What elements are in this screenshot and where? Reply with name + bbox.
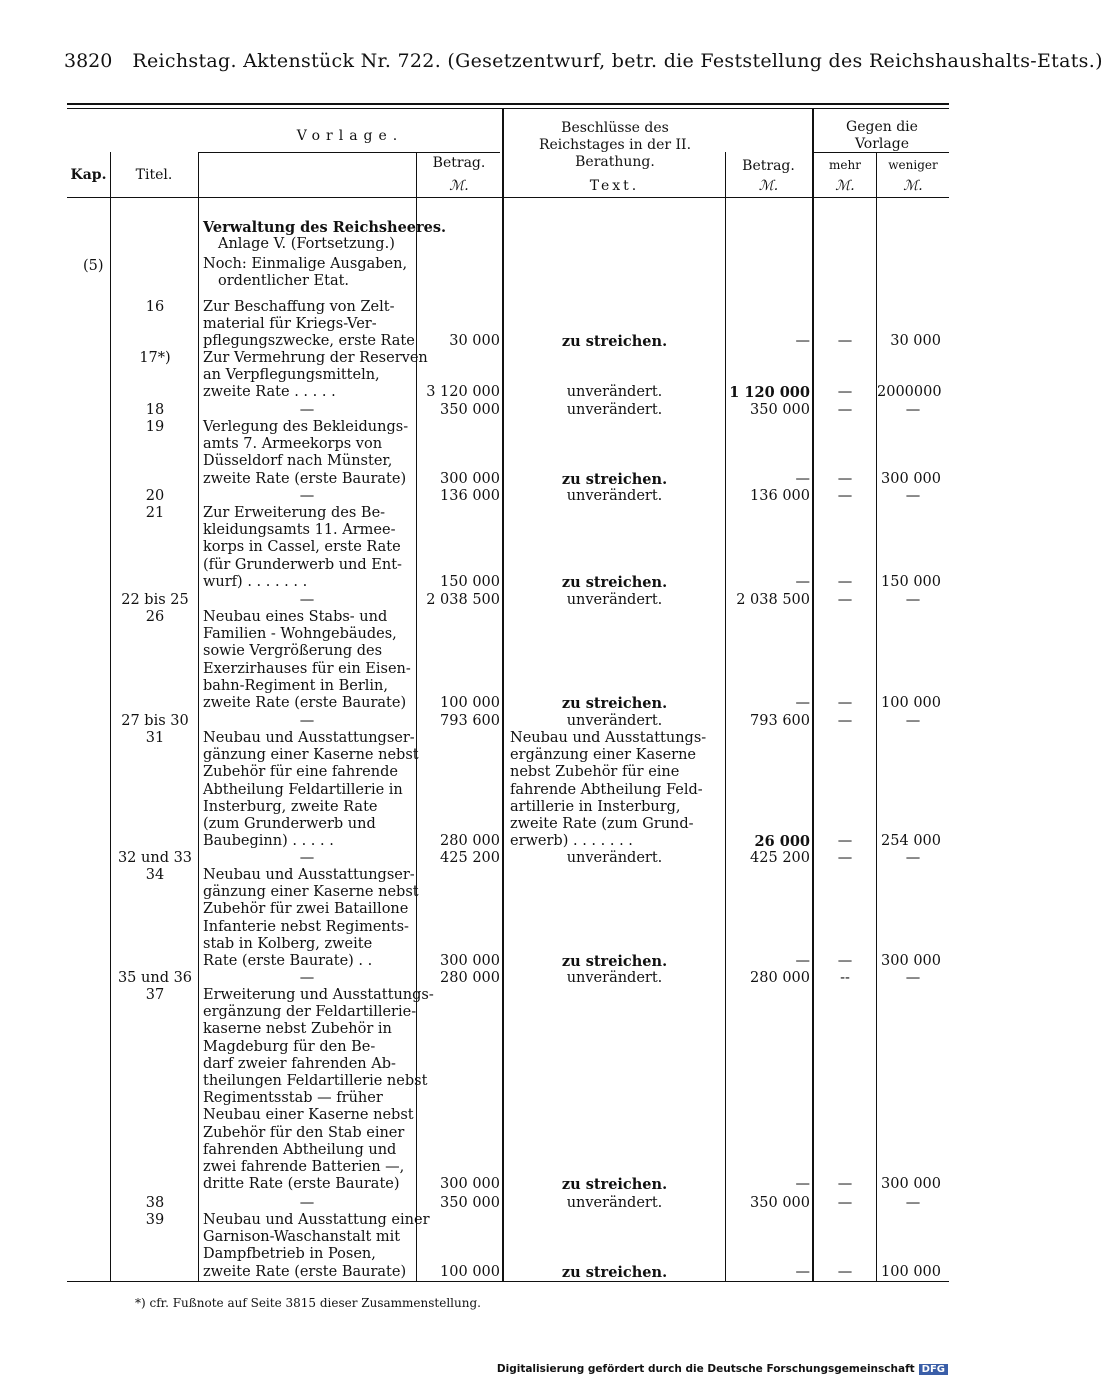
- row-weniger: 300 000: [881, 953, 941, 969]
- row-betrag2: —: [795, 1176, 810, 1193]
- row-text-line: Dampfbetrieb in Posen,: [203, 1246, 376, 1263]
- row-text-line: Zubehör für den Stab einer: [203, 1124, 405, 1141]
- row-weniger: 30 000: [890, 333, 941, 350]
- row-text-line: Zur Vermehrung der Reserven: [203, 350, 428, 366]
- section-kap: (5): [83, 258, 104, 274]
- row-text-line: Zur Beschaffung von Zelt-: [203, 299, 395, 315]
- row-betrag: 300 000: [440, 470, 500, 487]
- row-text-line: Neubau und Ausstattungser-: [203, 730, 415, 746]
- row-mehr: —: [837, 850, 853, 866]
- row-resolution-line: erwerb) . . . . . . .: [510, 833, 633, 850]
- row-titel: 21: [145, 505, 165, 521]
- top-rule-thin: [67, 108, 949, 109]
- row-text-line: bahn-Regiment in Berlin,: [203, 677, 389, 694]
- row-betrag2: 350 000: [750, 1195, 810, 1211]
- row-betrag: 300 000: [440, 1176, 500, 1193]
- row-text-line: amts 7. Armeekorps von: [203, 436, 383, 453]
- row-titel: 39: [145, 1212, 165, 1228]
- row-weniger: —: [905, 970, 921, 986]
- row-text-line: —: [299, 850, 315, 866]
- credit-text: Digitalisierung gefördert durch die Deutsche Forschungsgemeinschaft: [496, 1363, 915, 1375]
- row-text-line: an Verpflegungsmitteln,: [203, 367, 380, 384]
- row-text-line: Rate (erste Baurate) . .: [203, 953, 373, 969]
- betrag2-unit: ℳ.: [758, 178, 779, 194]
- row-mehr: —: [837, 384, 853, 401]
- mehr-header: mehr: [829, 158, 861, 172]
- row-text-line: —: [299, 402, 315, 418]
- row-resolution-line: ergänzung einer Kaserne: [510, 747, 697, 764]
- row-text-line: zweite Rate (erste Baurate): [203, 470, 407, 487]
- row-text-line: fahrenden Abtheilung und: [203, 1141, 397, 1158]
- weniger-header: weniger: [888, 158, 938, 172]
- row-text-line: sowie Vergrößerung des: [203, 643, 383, 660]
- row-mehr: —: [837, 1176, 853, 1193]
- row-text-line: Infanterie nebst Regiments-: [203, 918, 409, 935]
- row-text-line: Insterburg, zweite Rate: [203, 798, 378, 815]
- titel-header: Titel.: [135, 167, 173, 183]
- row-titel: 18: [145, 402, 165, 418]
- row-weniger: —: [905, 488, 921, 504]
- row-mehr: —: [837, 592, 853, 608]
- header-sub-rule: [198, 152, 500, 153]
- row-text-line: dritte Rate (erste Baurate): [203, 1176, 400, 1193]
- row-mehr: —: [837, 488, 853, 504]
- row-weniger: 300 000: [881, 1176, 941, 1193]
- row-resolution-line: fahrende Abtheilung Feld-: [510, 781, 703, 798]
- row-betrag: 793 600: [440, 713, 500, 729]
- row-text-line: —: [299, 713, 315, 729]
- row-text-line: Regimentsstab — früher: [203, 1090, 383, 1107]
- row-resolution: unverändert.: [566, 402, 663, 418]
- top-rule: [67, 103, 949, 105]
- kap-header: Kap.: [70, 167, 107, 183]
- row-betrag: 2 038 500: [426, 592, 500, 608]
- row-betrag: 3 120 000: [426, 384, 500, 401]
- row-text-line: (für Grunderwerb und Ent-: [203, 556, 402, 573]
- row-betrag2: 1 120 000: [729, 384, 810, 402]
- row-text-line: zweite Rate (erste Baurate): [203, 695, 407, 711]
- row-resolution: zu streichen.: [561, 333, 668, 351]
- row-betrag2: —: [795, 695, 810, 711]
- row-mehr: —: [837, 695, 853, 711]
- row-weniger: —: [905, 850, 921, 866]
- row-titel: 38: [145, 1195, 165, 1211]
- row-text-line: Düsseldorf nach Münster,: [203, 453, 393, 470]
- row-titel: 26: [145, 609, 165, 625]
- row-text-line: Zur Erweiterung des Be-: [203, 505, 386, 521]
- row-titel: 37: [145, 987, 165, 1003]
- row-resolution-line: Neubau und Ausstattungs-: [510, 730, 707, 746]
- row-text-line: gänzung einer Kaserne nebst: [203, 747, 419, 764]
- row-text-line: Zubehör für zwei Bataillone: [203, 901, 409, 918]
- row-resolution: unverändert.: [566, 488, 663, 504]
- mehr-unit: ℳ.: [835, 178, 855, 194]
- row-resolution: unverändert.: [566, 850, 663, 866]
- row-text-line: stab in Kolberg, zweite: [203, 935, 373, 952]
- row-titel: 32 und 33: [117, 850, 193, 866]
- row-resolution: zu streichen.: [561, 470, 668, 488]
- row-betrag2: —: [795, 1263, 810, 1280]
- row-resolution: zu streichen.: [561, 953, 668, 970]
- row-text-line: —: [299, 1195, 315, 1211]
- row-betrag: 350 000: [440, 402, 500, 418]
- row-weniger: 150 000: [881, 573, 941, 590]
- row-titel: 35 und 36: [117, 970, 193, 986]
- row-betrag: 136 000: [440, 488, 500, 504]
- row-weniger: —: [905, 592, 921, 608]
- row-text-line: —: [299, 970, 315, 986]
- col-line-kap-body: [110, 197, 111, 1282]
- beschluesse-header: Beschlüsse des Reichstages in der II. Berathung.: [538, 120, 692, 170]
- section-title: Verwaltung des Reichsheeres.: [203, 219, 447, 236]
- row-text-line: wurf) . . . . . . .: [203, 573, 308, 590]
- row-titel: 31: [145, 730, 165, 746]
- page-number: 3820: [64, 50, 113, 72]
- row-text-line: Abtheilung Feldartillerie in: [203, 781, 403, 798]
- row-text-line: Exerzirhauses für ein Eisen-: [203, 660, 411, 677]
- row-text-line: Neubau eines Stabs- und: [203, 609, 388, 625]
- row-betrag2: —: [795, 953, 810, 969]
- row-mehr: —: [837, 713, 853, 729]
- row-text-line: —: [299, 488, 315, 504]
- row-betrag: 100 000: [440, 1263, 500, 1280]
- row-text-line: (zum Grunderwerb und: [203, 816, 376, 832]
- row-text-line: material für Kriegs-Ver-: [203, 316, 377, 333]
- section-noch: Noch: Einmalige Ausgaben,: [203, 256, 408, 272]
- row-titel: 34: [145, 867, 165, 883]
- header-rule: [67, 197, 949, 198]
- row-betrag2: 26 000: [754, 833, 810, 851]
- row-betrag: 425 200: [440, 850, 500, 866]
- row-text-line: Neubau und Ausstattungser-: [203, 867, 415, 883]
- row-betrag: 280 000: [440, 970, 500, 986]
- row-resolution: unverändert.: [566, 713, 663, 729]
- row-betrag2: 425 200: [750, 850, 810, 866]
- row-text-line: korps in Cassel, erste Rate: [203, 539, 401, 556]
- row-text-line: Erweiterung und Ausstattungs-: [203, 987, 434, 1003]
- section-noch-2: ordentlicher Etat.: [218, 273, 350, 289]
- row-text-line: kleidungsamts 11. Armee-: [203, 522, 396, 539]
- row-text-line: Baubeginn) . . . . .: [203, 833, 334, 850]
- row-mehr: —: [837, 402, 853, 418]
- row-text-line: ergänzung der Feldartillerie-: [203, 1004, 417, 1021]
- row-betrag: 300 000: [440, 953, 500, 969]
- weniger-unit: ℳ.: [903, 178, 923, 194]
- row-weniger: —: [905, 402, 921, 418]
- row-text-line: zwei fahrende Batterien —,: [203, 1159, 405, 1175]
- credit-line: [497, 1363, 948, 1375]
- row-resolution-line: artillerie in Insterburg,: [510, 798, 681, 815]
- row-resolution: zu streichen.: [561, 1176, 668, 1194]
- row-betrag: 280 000: [440, 833, 500, 850]
- row-resolution: zu streichen.: [561, 1263, 668, 1281]
- row-titel: 19: [145, 419, 165, 435]
- row-weniger: —: [905, 713, 921, 729]
- row-betrag: 30 000: [449, 333, 500, 350]
- text-header: Text.: [589, 178, 640, 194]
- dfg-logo: DFG: [919, 1364, 948, 1375]
- row-text-line: —: [299, 592, 315, 608]
- page-header: [64, 50, 1103, 72]
- page-title: Reichstag. Aktenstück Nr. 722. (Gesetzentwurf, betr. die Feststellung des Reichshaushalts-Etats.): [132, 50, 1103, 72]
- row-mehr: —: [837, 573, 853, 590]
- row-text-line: Garnison-Waschanstalt mit: [203, 1229, 401, 1246]
- row-weniger: —: [905, 1195, 921, 1211]
- row-weniger: 254 000: [881, 833, 941, 850]
- row-titel: 27 bis 30: [121, 713, 189, 729]
- row-resolution: zu streichen.: [561, 695, 668, 712]
- row-text-line: zweite Rate (erste Baurate): [203, 1263, 407, 1280]
- section-subtitle: Anlage V. (Fortsetzung.): [218, 236, 395, 252]
- row-mehr: —: [837, 953, 853, 969]
- row-resolution-line: nebst Zubehör für eine: [510, 764, 680, 781]
- row-weniger: 100 000: [881, 1263, 941, 1280]
- row-resolution: unverändert.: [566, 592, 663, 608]
- row-text-line: kaserne nebst Zubehör in: [203, 1021, 392, 1038]
- row-betrag2: 793 600: [750, 713, 810, 729]
- row-betrag2: 2 038 500: [736, 592, 810, 608]
- row-text-line: Familien - Wohngebäudes,: [203, 626, 397, 643]
- footnote: *) cfr. Fußnote auf Seite 3815 dieser Zusammenstellung.: [135, 1296, 481, 1310]
- row-text-line: theilungen Feldartillerie nebst: [203, 1073, 428, 1089]
- row-betrag2: 136 000: [750, 488, 810, 504]
- row-mehr: —: [837, 1195, 853, 1211]
- row-mehr: —: [837, 833, 853, 850]
- row-mehr: --: [840, 970, 850, 986]
- row-betrag2: —: [795, 470, 810, 487]
- row-betrag2: —: [795, 573, 810, 590]
- betrag-unit: ℳ.: [449, 178, 469, 194]
- row-titel: 16: [145, 299, 165, 315]
- row-betrag2: 350 000: [750, 402, 810, 418]
- col-line-titel: [198, 152, 199, 1282]
- row-mehr: —: [837, 470, 853, 487]
- row-text-line: gänzung einer Kaserne nebst: [203, 884, 419, 901]
- row-text-line: zweite Rate . . . . .: [203, 384, 336, 401]
- row-resolution: unverändert.: [566, 1195, 663, 1211]
- row-titel: 17*): [139, 350, 171, 366]
- row-mehr: —: [837, 1263, 853, 1280]
- row-resolution: unverändert.: [566, 384, 663, 401]
- row-resolution-line: zweite Rate (zum Grund-: [510, 816, 694, 832]
- row-titel: 20: [145, 488, 165, 504]
- row-resolution: unverändert.: [566, 970, 663, 986]
- row-weniger: 100 000: [881, 695, 941, 711]
- betrag2-header: Betrag.: [742, 158, 795, 174]
- betrag-header: Betrag.: [432, 155, 486, 171]
- row-text-line: darf zweier fahrenden Ab-: [203, 1055, 396, 1072]
- row-text-line: Zubehör für eine fahrende: [203, 764, 398, 781]
- row-betrag: 350 000: [440, 1195, 500, 1211]
- row-text-line: Neubau einer Kaserne nebst: [203, 1107, 414, 1124]
- row-weniger: 300 000: [881, 470, 941, 487]
- row-titel: 22 bis 25: [121, 592, 189, 608]
- bottom-rule: [67, 1281, 949, 1282]
- row-weniger: 2000000: [877, 384, 942, 401]
- gegen-header: Gegen die Vorlage: [846, 119, 918, 152]
- row-betrag: 150 000: [440, 573, 500, 590]
- row-text-line: Verlegung des Bekleidungs-: [203, 419, 409, 435]
- vorlage-header: Vorlage.: [296, 128, 404, 144]
- row-text-line: Magdeburg für den Be-: [203, 1038, 376, 1055]
- row-text-line: Neubau und Ausstattung einer: [203, 1212, 430, 1228]
- row-betrag2: —: [795, 333, 810, 350]
- row-text-line: pflegungszwecke, erste Rate: [203, 333, 415, 350]
- row-resolution: zu streichen.: [561, 573, 668, 591]
- row-betrag: 100 000: [440, 695, 500, 711]
- row-mehr: —: [837, 333, 853, 350]
- row-betrag2: 280 000: [750, 970, 810, 986]
